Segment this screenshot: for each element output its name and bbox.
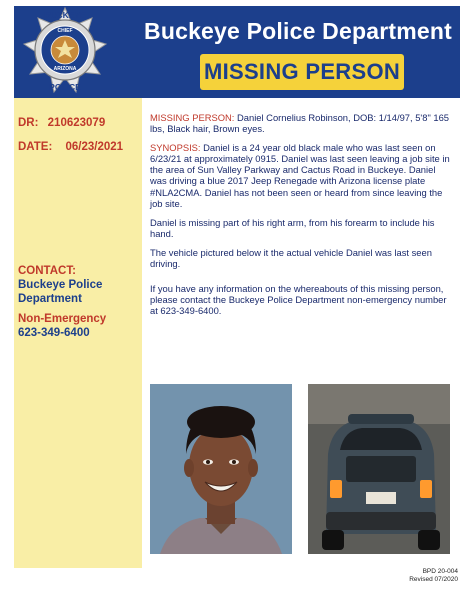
department-title: Buckeye Police Department [144,18,452,44]
date-row [18,140,123,154]
non-emergency-phone: 623-349-6400 [18,327,90,339]
vehicle-photo [308,384,450,554]
dr-label: DR: [18,117,39,129]
missing-person-photo [150,384,292,554]
contact-line-1: Buckeye Police [18,279,103,291]
date-label: DATE: [18,141,53,153]
missing-person-banner: MISSING PERSON [200,54,404,90]
badge-state-text: ARIZONA [53,66,77,72]
revised-date: Revised 07/2020 [409,576,458,583]
vehicle-paragraph: The vehicle pictured below it the actual vehicle Daniel was last seen driving. [150,246,432,270]
synopsis-text: Daniel is a 24 year old black male who was last seen on 6/23/21 at approximately 0915. Daniel was last seen leaving a job site in the area of Sun Valley Parkway and Cactus Road in Buckeye. Daniel was driving a blue 2017 Jeep Renegade with Arizona license plate #NLA2CMA. Daniel has not been seen or heard from since leaving the job site. [150,142,450,209]
missing-person-label: MISSING PERSON: [150,112,235,123]
contact-line-2: Department [18,293,82,305]
dr-row [18,116,105,130]
form-code [409,568,458,584]
synopsis-paragraph [150,142,452,209]
missing-person-details: Daniel Cornelius Robinson, DOB: 1/14/97, 5'8" 165 lbs, Black hair, Brown eyes. [150,112,450,135]
missing-arm-paragraph: Daniel is missing part of his right arm, from his forearm to include his hand. [150,216,435,239]
form-number: BPD 20-004 [422,568,458,575]
flyer-body [150,112,452,324]
missing-person-paragraph [150,112,452,134]
badge-chief-text: CHIEF [57,28,73,34]
badge-bottom-text: POLICE [49,82,81,92]
non-emergency-label: Non-Emergency [18,313,107,325]
contact-label: CONTACT: [18,265,76,277]
date-value: 06/23/2021 [65,141,124,153]
dr-value: 210623079 [47,117,106,129]
synopsis-label: SYNOPSIS: [150,142,201,154]
badge-top-text: BUCKEYE [44,10,86,20]
contact-paragraph: If you have any information on the whereabouts of this missing person, please contact the Buckeye Police Department non-emergency number at 623-349-6400. [150,283,447,317]
police-badge-icon [22,6,108,102]
info-sidebar [14,98,142,568]
